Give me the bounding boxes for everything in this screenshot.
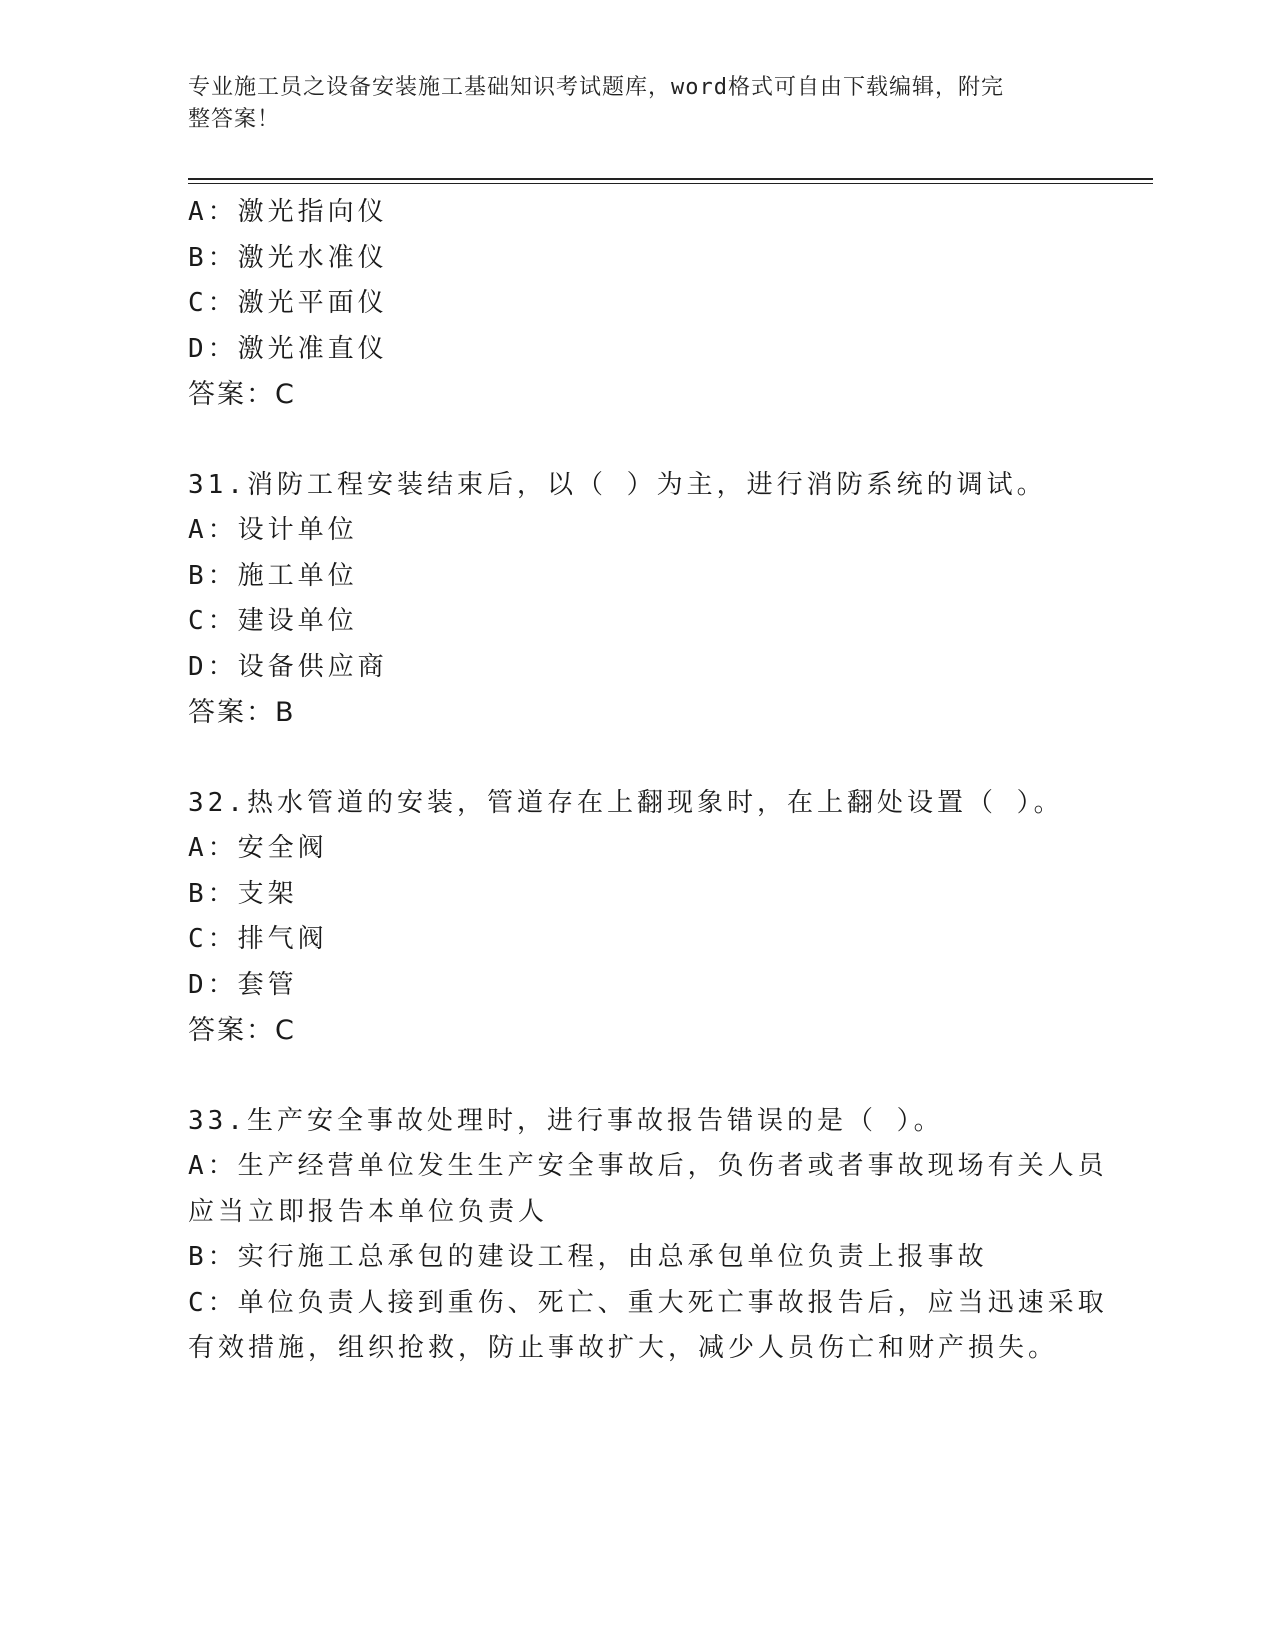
option-c-line-2: 有效措施，组织抢救，防止事故扩大，减少人员伤亡和财产损失。 — [188, 1333, 1059, 1363]
question-text: 31.消防工程安装结束后，以（ ）为主，进行消防系统的调试。 — [188, 469, 1047, 500]
option-b: B：支架 — [188, 878, 298, 909]
question-text: 32.热水管道的安装，管道存在上翻现象时，在上翻处设置（ ）。 — [188, 787, 1064, 818]
question-text: 33.生产安全事故处理时，进行事故报告错误的是（ ）。 — [188, 1105, 944, 1136]
option-c: C：排气阀 — [188, 924, 328, 954]
document-header — [188, 72, 1068, 136]
option-b: B：施工单位 — [188, 560, 358, 591]
option-c: C：激光平面仪 — [188, 288, 388, 318]
header-rule-thick — [188, 178, 1153, 180]
answer: 答案：C — [188, 379, 296, 410]
option-a: A：激光指向仪 — [188, 197, 388, 227]
option-a-line-2: 应当立即报告本单位负责人 — [188, 1196, 549, 1227]
option-d: D：设备供应商 — [188, 651, 388, 682]
option-b: B：实行施工总承包的建设工程，由总承包单位负责上报事故 — [188, 1242, 988, 1272]
header-line-1: 专业施工员之设备安装施工基础知识考试题库，word格式可自由下载编辑，附完 — [188, 75, 1004, 100]
option-c: C：建设单位 — [188, 606, 358, 636]
spacer — [188, 1054, 1088, 1099]
question-list — [188, 190, 1108, 1372]
spacer — [188, 418, 1088, 463]
header-rule-thin — [188, 183, 1153, 184]
question-33 — [188, 1099, 1108, 1372]
option-c-line-1: C：单位负责人接到重伤、死亡、重大死亡事故报告后，应当迅速采取 — [188, 1287, 1108, 1318]
option-a: A：安全阀 — [188, 833, 328, 863]
question-30 — [188, 190, 1088, 418]
option-b: B：激光水准仪 — [188, 242, 388, 273]
answer: 答案：C — [188, 1015, 296, 1046]
option-a-line-1: A：生产经营单位发生生产安全事故后，负伤者或者事故现场有关人员 — [188, 1151, 1108, 1181]
header-line-2: 整答案！ — [188, 107, 281, 132]
spacer — [188, 736, 1088, 781]
option-a: A：设计单位 — [188, 515, 358, 545]
answer: 答案：B — [188, 697, 296, 728]
question-31 — [188, 463, 1088, 736]
question-32 — [188, 781, 1088, 1054]
option-d: D：激光准直仪 — [188, 333, 388, 364]
option-d: D：套管 — [188, 969, 298, 1000]
